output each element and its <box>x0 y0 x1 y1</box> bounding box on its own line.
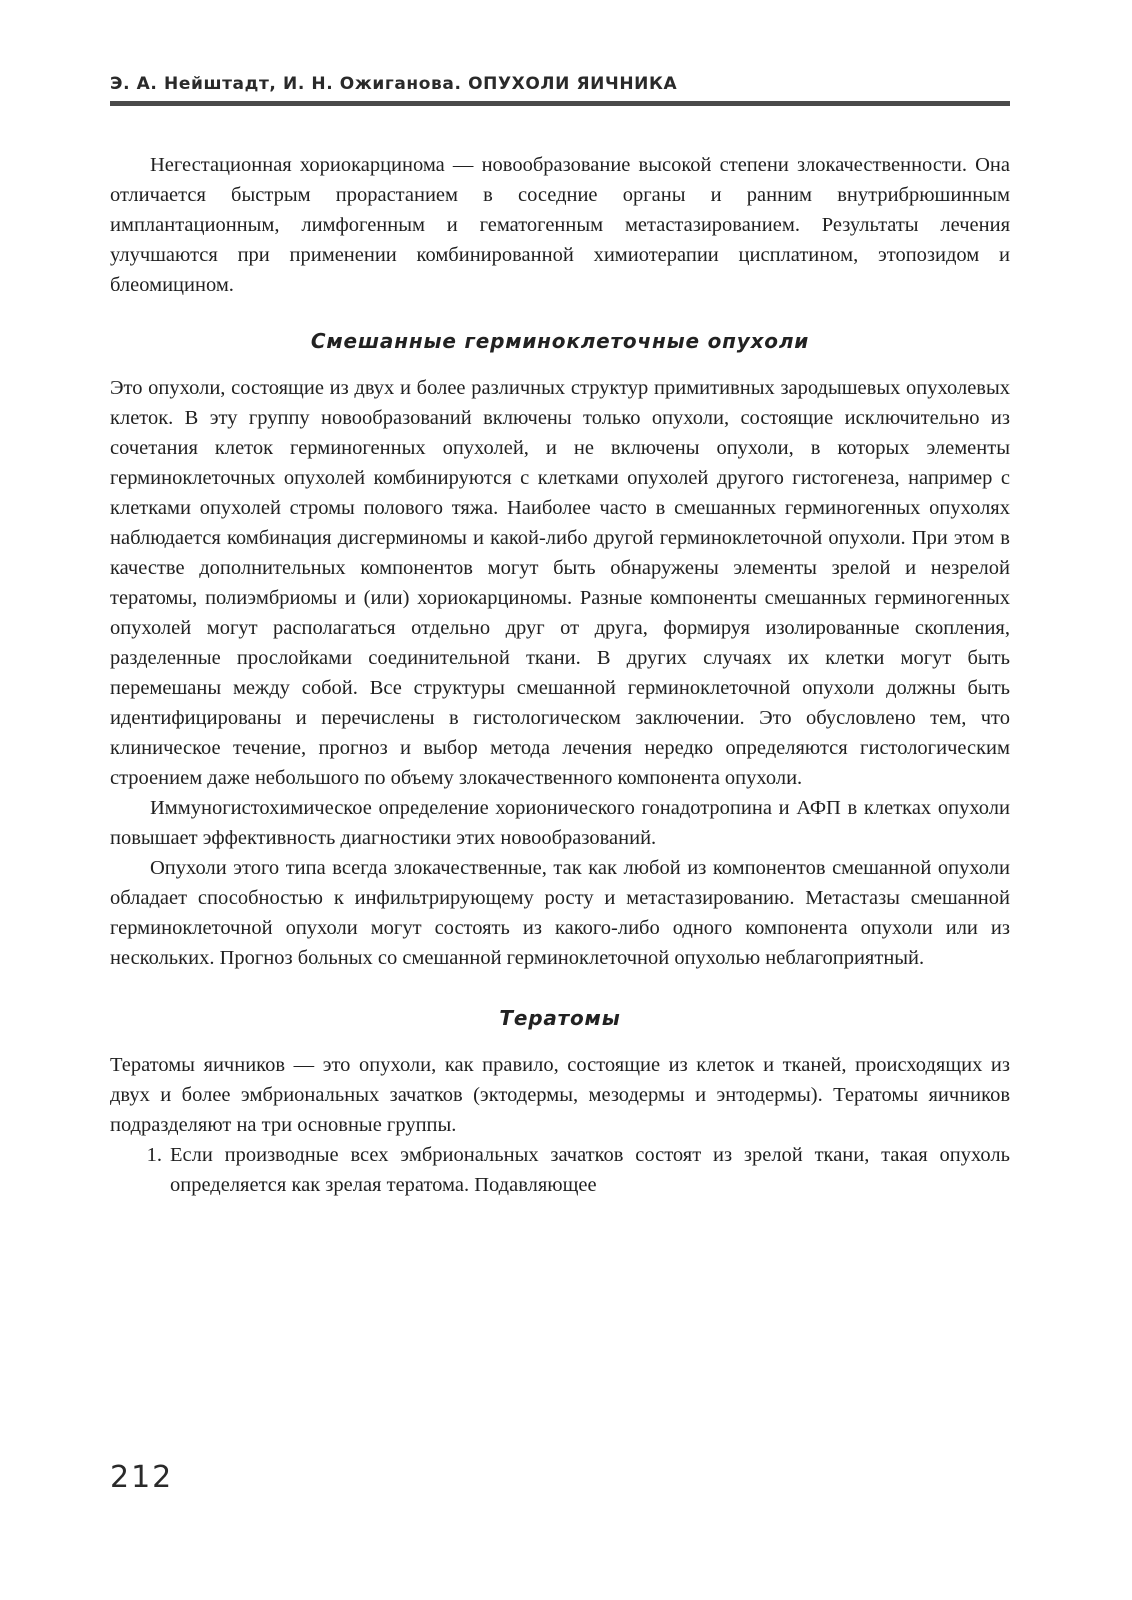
paragraph-section1-2: Иммуногистохимическое определение хорионического гонадотропина и АФП в клетках опухоли повышает эффективность диагностики этих новообразований. <box>110 797 1010 849</box>
paragraph-section1-3: Опухоли этого типа всегда злокачественные, так как любой из компонентов смешанной опухоли обладает способностью к инфильтрирующему росту и метастазированию. Метастазы смешанной герминоклеточной опухоли могут состоять из какого-либо одного компонента опухоли или из нескольких. Прогноз больных со смешанной герминоклеточной опухолью неблагоприятный. <box>110 857 1010 969</box>
list-item-number: 1. <box>146 1144 162 1166</box>
paragraph-intro: Негестационная хориокарцинома — новообразование высокой степени злокачественности. Она отличается быстрым прорастанием в соседние органы и ранним внутрибрюшинным имплантационным, лимфогенным и гематогенным метастазированием. Результаты лечения улучшаются при применении комбинированной химиотерапии цисплатином, этопозидом и блеомицином. <box>110 154 1010 296</box>
page-body <box>110 150 1010 1200</box>
page-number: 212 <box>110 1460 174 1495</box>
paragraph-section1-1: Это опухоли, состоящие из двух и более различных структур примитивных зародышевых опухолевых клеток. В эту группу новообразований включены только опухоли, состоящие исключительно из сочетания клеток герминогенных опухолей, и не включены опухоли, в которых элементы герминоклеточных опухолей комбинируются с клетками опухолей другого гистогенеза, например с клетками опухолей стромы полового тяжа. Наиболее часто в смешанных герминогенных опухолях наблюдается комбинация дисгерминомы и какой-либо другой герминоклеточной опухоли. При этом в качестве дополнительных компонентов могут быть обнаружены элементы зрелой и незрелой тератомы, полиэмбриомы и (или) хориокарциномы. Разные компоненты смешанных герминогенных опухолей могут располагаться отдельно друг от друга, формируя изолированные скопления, разделенные прослойками соединительной ткани. В других случаях их клетки могут быть перемешаны между собой. Все структуры смешанной герминоклеточной опухоли должны быть идентифицированы и перечислены в гистологическом заключении. Это обусловлено тем, что клиническое течение, прогноз и выбор метода лечения нередко определяются гистологическим строением даже небольшого по объему злокачественного компонента опухоли. <box>110 377 1010 789</box>
list-item-text: Если производные всех эмбриональных зачатков состоят из зрелой ткани, такая опухоль определяется как зрелая тератома. Подавляющее <box>170 1144 1010 1196</box>
header-rule <box>110 101 1010 106</box>
paragraph-section2-1: Тератомы яичников — это опухоли, как правило, состоящие из клеток и тканей, происходящих из двух и более эмбриональных зачатков (эктодермы, мезодермы и энтодермы). Тератомы яичников подразделяют на три основные группы. <box>110 1054 1010 1136</box>
section-heading-teratomas: Тератомы <box>499 1006 621 1030</box>
book-page <box>110 0 1010 1600</box>
section-heading-mixed-germ-cell: Смешанные герминоклеточные опухоли <box>310 329 810 353</box>
running-header: Э. А. Нейштадт, И. Н. Ожиганова. ОПУХОЛИ ЯИЧНИКА <box>110 74 678 94</box>
list-item <box>110 1140 1010 1200</box>
